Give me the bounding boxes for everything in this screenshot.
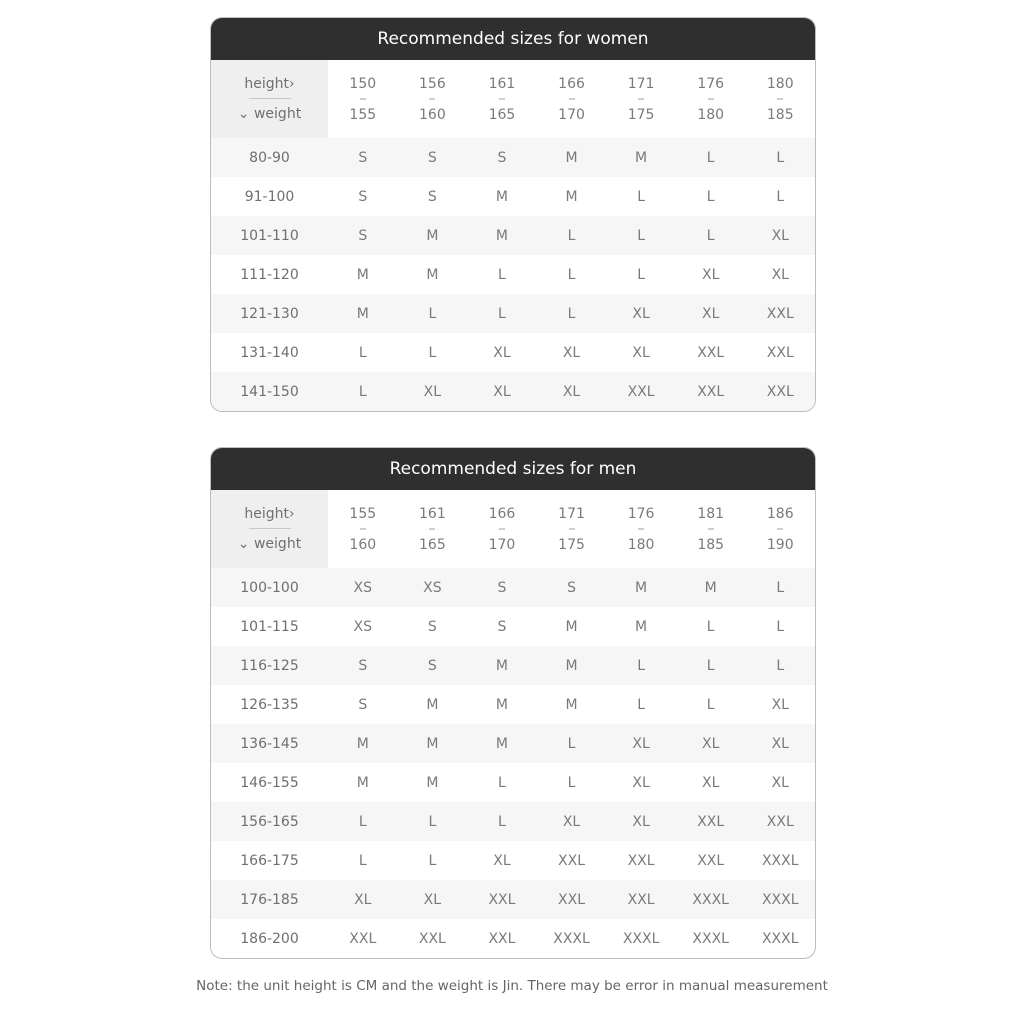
size-cell: L <box>637 657 645 674</box>
size-cell: XL <box>632 344 650 361</box>
weight-range-cell: 156-165 <box>240 813 299 830</box>
range-dash <box>638 98 644 100</box>
size-cell: L <box>706 149 715 166</box>
size-cell: M <box>356 735 369 752</box>
height-to: 180 <box>697 106 725 123</box>
height-from: 171 <box>627 75 655 92</box>
size-cell: S <box>497 579 507 596</box>
size-cell: XXL <box>488 930 516 947</box>
size-cell: XL <box>632 813 650 830</box>
size-cell: XXL <box>558 891 586 908</box>
range-dash <box>360 98 366 100</box>
size-cell: XL <box>771 266 789 283</box>
size-cell: XL <box>354 891 372 908</box>
size-cell: XS <box>353 618 373 635</box>
table-row <box>211 333 815 372</box>
size-cell: XXL <box>697 383 725 400</box>
size-cell: L <box>567 774 576 791</box>
table-row <box>211 802 815 841</box>
size-cell: M <box>635 579 648 596</box>
size-cell: L <box>498 774 506 791</box>
height-to: 170 <box>558 106 585 123</box>
size-cell: XXL <box>627 383 655 400</box>
size-cell: XXL <box>558 852 586 869</box>
range-dash <box>569 528 575 530</box>
height-range-header <box>328 60 398 138</box>
size-cell: XXL <box>766 383 794 400</box>
size-cell: L <box>706 618 715 635</box>
size-cell: M <box>356 774 369 791</box>
size-cell: XXL <box>418 930 446 947</box>
size-cell: L <box>498 305 506 322</box>
size-cell: L <box>567 227 576 244</box>
weight-range-cell: 186-200 <box>240 930 299 947</box>
size-cell: L <box>358 344 367 361</box>
size-cell: XL <box>423 383 442 400</box>
weight-range-cell: 121-130 <box>240 305 299 322</box>
height-from: 181 <box>697 505 725 522</box>
range-dash <box>360 528 366 530</box>
height-from: 156 <box>419 75 446 92</box>
size-cell: M <box>565 188 578 205</box>
size-cell: XL <box>771 696 789 713</box>
size-cell: XL <box>562 813 581 830</box>
size-cell: XXL <box>697 852 725 869</box>
size-cell: S <box>358 657 368 674</box>
size-cell: XXL <box>349 930 377 947</box>
size-cell: M <box>495 657 508 674</box>
corner-cell <box>211 60 328 138</box>
range-dash <box>569 98 575 100</box>
size-cell: M <box>356 266 369 283</box>
weight-range-cell: 146-155 <box>240 774 299 791</box>
size-cell: XXL <box>697 813 725 830</box>
size-cell: S <box>567 579 576 596</box>
height-from: 186 <box>766 505 794 522</box>
size-cell: XXXL <box>553 930 590 947</box>
size-cell: L <box>706 188 715 205</box>
height-from: 166 <box>488 505 516 522</box>
height-from: 176 <box>627 505 655 522</box>
height-range-header <box>676 490 746 568</box>
size-cell: L <box>428 344 437 361</box>
size-cell: S <box>358 227 368 244</box>
weight-range-cell: 136-145 <box>240 735 299 752</box>
size-cell: S <box>358 149 368 166</box>
weight-range-cell: 116-125 <box>240 657 299 674</box>
height-from: 176 <box>697 75 725 92</box>
size-cell: XL <box>493 383 511 400</box>
range-dash <box>708 528 714 530</box>
size-cell: L <box>637 696 645 713</box>
height-range-header <box>606 60 676 138</box>
size-cell: XXL <box>627 852 655 869</box>
height-range-header <box>745 60 815 138</box>
height-to: 175 <box>558 536 585 553</box>
height-range-header <box>467 60 537 138</box>
size-cell: M <box>565 618 578 635</box>
size-cell: XXXL <box>692 930 729 947</box>
size-cell: M <box>635 149 648 166</box>
size-cell: XL <box>493 344 511 361</box>
size-cell: M <box>565 696 578 713</box>
size-cell: L <box>776 657 785 674</box>
weight-range-cell: 166-175 <box>240 852 299 869</box>
corner-divider <box>249 98 291 99</box>
corner-cell <box>211 490 328 568</box>
range-dash <box>429 528 435 530</box>
height-range-header <box>398 60 468 138</box>
size-cell: L <box>428 305 437 322</box>
height-range-header <box>537 490 607 568</box>
height-range-header <box>398 490 468 568</box>
range-dash <box>777 98 783 100</box>
size-cell: L <box>567 266 576 283</box>
men-size-table <box>210 447 816 959</box>
range-dash <box>499 98 505 100</box>
size-cell: S <box>497 618 507 635</box>
table-row <box>211 724 815 763</box>
height-axis-label: height› <box>244 506 295 522</box>
weight-range-cell: 126-135 <box>240 696 299 713</box>
size-cell: L <box>498 266 506 283</box>
size-cell: M <box>426 227 439 244</box>
weight-range-cell: 111-120 <box>240 266 299 283</box>
height-from: 161 <box>419 505 446 522</box>
height-range-header <box>606 490 676 568</box>
size-cell: M <box>565 149 578 166</box>
range-dash <box>499 528 505 530</box>
height-to: 175 <box>627 106 655 123</box>
height-range-header <box>328 490 398 568</box>
range-dash <box>429 98 435 100</box>
height-header-row <box>211 60 815 138</box>
size-cell: XL <box>632 735 650 752</box>
height-from: 171 <box>558 505 585 522</box>
height-to: 170 <box>488 536 516 553</box>
size-cell: L <box>358 813 367 830</box>
size-cell: L <box>706 657 715 674</box>
table-row <box>211 294 815 333</box>
size-cell: M <box>426 774 439 791</box>
height-axis-label: height› <box>244 76 295 92</box>
height-from: 166 <box>558 75 585 92</box>
size-cell: L <box>358 383 367 400</box>
size-cell: XL <box>771 774 789 791</box>
size-cell: M <box>495 696 508 713</box>
size-cell: S <box>358 696 368 713</box>
size-cell: XS <box>423 579 442 596</box>
size-cell: XXXL <box>692 891 729 908</box>
weight-range-cell: 100-100 <box>240 579 299 596</box>
weight-axis-label: ⌄ weight <box>237 536 302 552</box>
size-cell: S <box>358 188 368 205</box>
size-cell: M <box>635 618 648 635</box>
size-cell: L <box>776 618 785 635</box>
weight-range-cell: 176-185 <box>240 891 299 908</box>
size-cell: XL <box>701 266 720 283</box>
size-cell: L <box>637 227 645 244</box>
size-cell: M <box>495 188 508 205</box>
size-cell: L <box>637 266 645 283</box>
size-cell: XL <box>562 383 581 400</box>
measurement-note: Note: the unit height is CM and the weight is Jin. There may be error in manual measurement <box>196 978 828 994</box>
size-cell: M <box>495 735 508 752</box>
size-cell: L <box>637 188 645 205</box>
table-row <box>211 372 815 411</box>
size-cell: L <box>776 149 785 166</box>
height-to: 160 <box>419 106 446 123</box>
corner-divider <box>249 528 291 529</box>
size-cell: XXXL <box>761 852 799 869</box>
weight-range-cell: 131-140 <box>240 344 299 361</box>
height-range-header <box>745 490 815 568</box>
size-cell: XXL <box>627 891 655 908</box>
table-row <box>211 646 815 685</box>
size-cell: XXL <box>766 305 794 322</box>
range-dash <box>777 528 783 530</box>
size-cell: L <box>358 852 367 869</box>
size-cell: XL <box>562 344 581 361</box>
size-cell: XXL <box>766 813 794 830</box>
women-size-table <box>210 17 816 412</box>
size-cell: S <box>427 149 437 166</box>
height-range-header <box>537 60 607 138</box>
size-cell: S <box>427 618 437 635</box>
size-cell: M <box>704 579 717 596</box>
height-to: 165 <box>488 106 516 123</box>
size-cell: XS <box>353 579 373 596</box>
height-header-row <box>211 490 815 568</box>
size-cell: L <box>776 579 785 596</box>
size-cell: XL <box>493 852 511 869</box>
size-cell: XXL <box>697 344 725 361</box>
weight-range-cell: 101-110 <box>240 227 299 244</box>
size-cell: L <box>706 696 715 713</box>
table-title: Recommended sizes for men <box>211 448 815 490</box>
size-cell: L <box>706 227 715 244</box>
range-dash <box>638 528 644 530</box>
size-cell: XXL <box>488 891 516 908</box>
weight-axis-label: ⌄ weight <box>237 106 302 122</box>
table-title: Recommended sizes for women <box>211 18 815 60</box>
weight-range-cell: 91-100 <box>244 188 295 205</box>
size-cell: XXXL <box>761 930 799 947</box>
size-cell: M <box>426 735 439 752</box>
table-row <box>211 255 815 294</box>
size-cell: XL <box>771 227 789 244</box>
height-from: 161 <box>488 75 516 92</box>
table-row <box>211 919 815 958</box>
weight-range-cell: 141-150 <box>240 383 299 400</box>
height-to: 155 <box>349 106 377 123</box>
size-cell: M <box>495 227 508 244</box>
table-row <box>211 685 815 724</box>
table-row <box>211 880 815 919</box>
table-row <box>211 177 815 216</box>
size-cell: M <box>565 657 578 674</box>
size-cell: XXL <box>766 344 794 361</box>
height-from: 150 <box>349 75 377 92</box>
size-cell: L <box>428 813 437 830</box>
size-cell: M <box>356 305 369 322</box>
size-cell: M <box>426 696 439 713</box>
height-to: 185 <box>766 106 794 123</box>
table-row <box>211 568 815 607</box>
height-range-header <box>676 60 746 138</box>
size-cell: XL <box>771 735 789 752</box>
weight-range-cell: 101-115 <box>240 618 299 635</box>
size-cell: XL <box>701 735 720 752</box>
size-cell: XXXL <box>622 930 660 947</box>
size-cell: XL <box>701 774 720 791</box>
size-cell: XL <box>423 891 442 908</box>
size-cell: S <box>497 149 507 166</box>
table-row <box>211 763 815 802</box>
height-range-header <box>467 490 537 568</box>
height-to: 185 <box>697 536 725 553</box>
size-cell: XL <box>632 305 650 322</box>
height-to: 180 <box>627 536 655 553</box>
size-cell: L <box>428 852 437 869</box>
height-to: 160 <box>349 536 377 553</box>
table-row <box>211 138 815 177</box>
table-row <box>211 216 815 255</box>
size-cell: S <box>427 657 437 674</box>
size-cell: L <box>776 188 785 205</box>
size-cell: M <box>426 266 439 283</box>
size-cell: XL <box>701 305 720 322</box>
height-to: 190 <box>766 536 794 553</box>
table-row <box>211 607 815 646</box>
size-cell: XXXL <box>761 891 799 908</box>
size-cell: XL <box>632 774 650 791</box>
height-to: 165 <box>419 536 446 553</box>
size-cell: S <box>427 188 437 205</box>
weight-range-cell: 80-90 <box>249 149 290 166</box>
size-cell: L <box>567 735 576 752</box>
range-dash <box>708 98 714 100</box>
size-cell: L <box>567 305 576 322</box>
table-row <box>211 841 815 880</box>
height-from: 180 <box>766 75 794 92</box>
size-cell: L <box>498 813 506 830</box>
height-from: 155 <box>349 505 377 522</box>
